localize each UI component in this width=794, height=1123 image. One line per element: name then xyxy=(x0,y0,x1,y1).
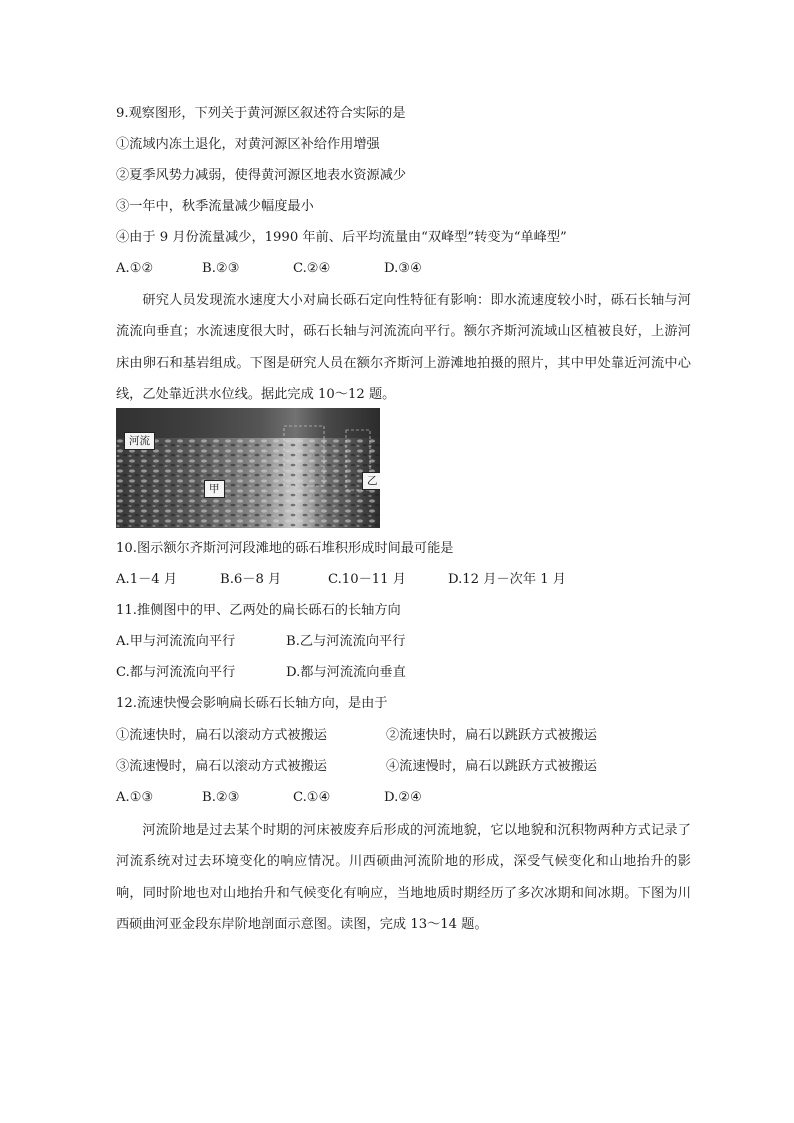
q10-option-a: A.1－4 月 xyxy=(116,572,178,587)
label-yi: 乙 xyxy=(362,472,380,490)
riverbank-photo xyxy=(116,408,380,528)
q9-option-b: B.②③ xyxy=(202,261,240,276)
q11-option-c: C.都与河流流向平行 xyxy=(116,665,236,680)
q9-stem: 9.观察图形，下列关于黄河源区叙述符合实际的是 xyxy=(116,106,406,121)
q12-item-4: ④流速慢时，扁石以跳跃方式被搬运 xyxy=(386,759,597,774)
label-river: 河流 xyxy=(124,432,155,450)
q11-stem: 11.推侧图中的甲、乙两处的扁长砾石的长轴方向 xyxy=(116,603,401,618)
gravel-texture xyxy=(116,408,380,528)
q12-option-c: C.①④ xyxy=(293,790,331,805)
q10-option-d: D.12 月－次年 1 月 xyxy=(448,572,566,587)
q9-item-3: ③一年中，秋季流量减少幅度最小 xyxy=(116,199,314,214)
q9-option-d: D.③④ xyxy=(384,261,422,276)
q9-item-1: ①流域内冻土退化，对黄河源区补给作用增强 xyxy=(116,137,380,152)
q9-item-2: ②夏季风势力减弱，使得黄河源区地表水资源减少 xyxy=(116,168,407,183)
q12-stem: 12.流速快慢会影响扁长砾石长轴方向，是由于 xyxy=(116,696,388,711)
q12-item-1: ①流速快时，扁石以滚动方式被搬运 xyxy=(116,728,327,743)
q12-option-d: D.②④ xyxy=(384,790,422,805)
q10-option-c: C.10－11 月 xyxy=(328,572,406,587)
q11-option-d: D.都与河流流向垂直 xyxy=(286,665,406,680)
q12-option-b: B.②③ xyxy=(202,790,240,805)
passage-gravel: 研究人员发现流水速度大小对扁长砾石定向性特征有影响：即水流速度较小时，砾石长轴与河流流向垂直；水流速度很大时，砾石长轴与河流流向平行。额尔齐斯河流域山区植被良好，上游河床由卵石和基岩组成。下图是研究人员在额尔齐斯河上游滩地拍摄的照片，其中甲处靠近河流中心线，乙处靠近洪水位线。据此完成 10～12 题。 xyxy=(116,293,691,402)
q11-option-b: B.乙与河流流向平行 xyxy=(286,634,406,649)
q11-option-a: A.甲与河流流向平行 xyxy=(116,634,236,649)
q9-item-4: ④由于 9 月份流量减少，1990 年前、后平均流量由“双峰型”转变为“单峰型” xyxy=(116,230,567,245)
q12-item-2: ②流速快时，扁石以跳跃方式被搬运 xyxy=(386,728,597,743)
q9-option-a: A.①② xyxy=(116,261,154,276)
q10-stem: 10.图示额尔齐斯河河段滩地的砾石堆积形成时间最可能是 xyxy=(116,541,454,556)
q9-option-c: C.②④ xyxy=(293,261,331,276)
label-jia: 甲 xyxy=(204,480,225,498)
passage-terrace: 河流阶地是过去某个时期的河床被废弃后形成的河流地貌，它以地貌和沉积物两种方式记录了河流系统对过去环境变化的响应情况。川西硕曲河流阶地的形成，深受气候变化和山地抬升的影响，同时阶地也对山地抬升和气候变化有响应，当地地质时期经历了多次冰期和间冰期。下图为川西硕曲河亚金段东岸阶地剖面示意图。读图，完成 13～14 题。 xyxy=(116,823,691,932)
q10-option-b: B.6－8 月 xyxy=(220,572,282,587)
q12-item-3: ③流速慢时，扁石以滚动方式被搬运 xyxy=(116,759,327,774)
q12-option-a: A.①③ xyxy=(116,790,154,805)
